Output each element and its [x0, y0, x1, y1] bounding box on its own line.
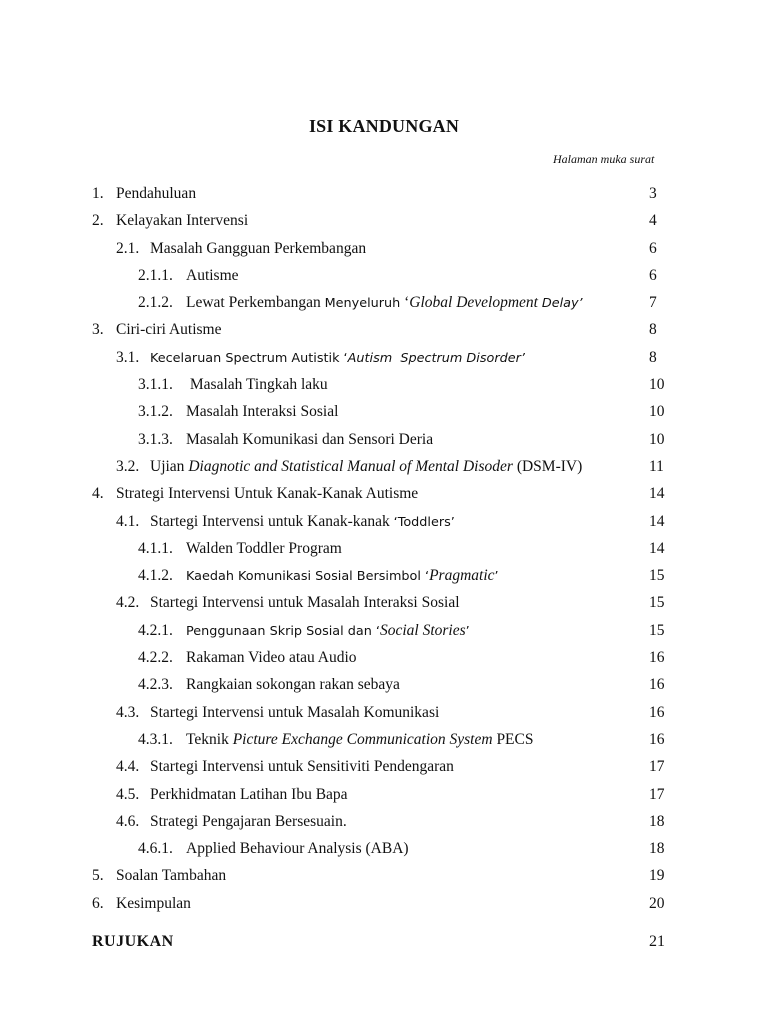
toc-entry-page: 14 [649, 539, 665, 557]
toc-entry-label [186, 426, 433, 453]
toc-entry[interactable] [92, 562, 680, 589]
toc-entry-label [150, 808, 347, 835]
toc-entry-number: 4.3.1. [138, 730, 173, 748]
toc-entry-page: 10 [649, 430, 665, 448]
toc-entry-label-part: Strategi Pengajaran Bersesuain. [150, 812, 347, 830]
toc-entry-number: 4.1.1. [138, 539, 173, 557]
toc-entry-label [150, 699, 439, 726]
toc-entry-label-part: Startegi Intervensi untuk Kanak-kanak [150, 512, 394, 530]
toc-entry-page: 14 [649, 485, 665, 503]
toc-entry-page: 16 [649, 649, 665, 667]
toc-entry-label-part: Kelayakan Intervensi [116, 212, 249, 230]
toc-entry-label-part: Menyeluruh [324, 296, 401, 312]
toc-entry-number: 4.2.2. [138, 649, 173, 667]
toc-entry[interactable] [92, 589, 680, 616]
toc-entry-label-part: PECS [492, 730, 534, 748]
toc-entry-label-part: Walden Toddler Program [186, 539, 342, 557]
toc-entry-number: 2.1.1. [138, 266, 173, 284]
toc-entry-page: 8 [649, 348, 657, 366]
toc-entry[interactable] [92, 808, 680, 835]
toc-entry-label [150, 589, 460, 616]
toc-entry-page: 18 [649, 812, 665, 830]
toc-entry-number: 4.1. [116, 512, 140, 530]
toc-entry-number: 3.1.3. [138, 430, 173, 448]
toc-entry-number: 3.1.2. [138, 403, 173, 421]
toc-entry-label-part: Soalan Tambahan [116, 867, 227, 885]
toc-entry-label [116, 207, 248, 234]
toc-entry[interactable] [92, 207, 680, 234]
toc-entry-page: 16 [649, 730, 665, 748]
toc-entry-number: 4.3. [116, 703, 140, 721]
toc-entry-number: 5. [92, 867, 104, 885]
toc-entry-number: 4.2.3. [138, 676, 173, 694]
toc-entry[interactable] [92, 644, 680, 671]
toc-entry[interactable] [92, 781, 680, 808]
toc-entry-label [186, 398, 338, 425]
toc-entry-page: 16 [649, 676, 665, 694]
toc-entry[interactable] [92, 316, 680, 343]
toc-entry[interactable] [92, 453, 680, 480]
toc-entry[interactable] [92, 426, 680, 453]
toc-entry-number: 3.2. [116, 457, 140, 475]
toc-entry[interactable] [92, 480, 680, 507]
toc-entry-page: 16 [649, 703, 665, 721]
toc-entry-label-part: Masalah Tingkah laku [186, 376, 328, 394]
toc-entry-label-part: ’ [494, 569, 499, 585]
toc-entry-label [116, 180, 196, 207]
toc-entry[interactable] [92, 617, 680, 644]
toc-entry-number: 4.1.2. [138, 567, 173, 585]
toc-entry-number: 4.2.1. [138, 621, 173, 639]
toc-entry-page: 10 [649, 376, 665, 394]
toc-entry-label-part: Ujian [150, 457, 189, 475]
toc-entry-label-part: Diagnotic and Statistical Manual of Mental Disoder [188, 457, 513, 475]
toc-entry-label-part: Rakaman Video atau Audio [186, 649, 357, 667]
toc-entry-page: 15 [649, 621, 665, 639]
page-title: ISI KANDUNGAN [308, 116, 460, 136]
toc-entry-label-part: Applied Behaviour Analysis (ABA) [186, 840, 409, 858]
toc-entry-label-part: Delay’ [541, 296, 583, 312]
table-of-contents [92, 180, 680, 917]
toc-entry-label-part: Masalah Gangguan Perkembangan [150, 239, 367, 257]
toc-entry[interactable] [92, 508, 680, 535]
toc-entry-label-part: Kecelaruan Spectrum Autistik ‘ [150, 350, 348, 366]
toc-entry-label-part: Pragmatic [429, 567, 495, 585]
toc-entry-label [186, 835, 409, 862]
toc-entry[interactable] [92, 371, 680, 398]
toc-entry-label-part: Strategi Intervensi Untuk Kanak-Kanak Autisme [116, 485, 419, 503]
toc-entry-label [116, 890, 191, 917]
toc-entry-label-part: Autisme [186, 266, 239, 284]
toc-entry-page: 21 [649, 933, 665, 950]
toc-entry[interactable] [92, 862, 680, 889]
toc-entry-rujukan[interactable] [92, 930, 680, 954]
toc-entry-label: RUJUKAN [92, 933, 174, 950]
toc-entry-number: 2.1. [116, 239, 140, 257]
toc-entry-label [150, 235, 366, 262]
toc-entry-label-part: Ciri-ciri Autisme [116, 321, 222, 339]
toc-entry-number: 4.6.1. [138, 840, 173, 858]
toc-entry-number: 3.1.1. [138, 376, 173, 394]
toc-entry-page: 15 [649, 567, 665, 585]
toc-entry[interactable] [92, 289, 680, 316]
toc-entry-label-part: (DSM-IV) [512, 457, 583, 475]
toc-entry-label [186, 262, 239, 289]
toc-entry-label-part: ‘ [400, 294, 410, 312]
toc-entry-label-part: Pendahuluan [116, 185, 197, 202]
toc-entry[interactable] [92, 235, 680, 262]
toc-entry[interactable] [92, 726, 680, 753]
toc-entry[interactable] [92, 671, 680, 698]
toc-entry-number: 4.4. [116, 758, 140, 776]
toc-entry[interactable] [92, 753, 680, 780]
toc-entry-number: 1. [92, 185, 104, 202]
toc-entry-label-part: Kaedah Komunikasi Sosial Bersimbol ‘ [186, 569, 430, 585]
toc-entry-page: 11 [649, 457, 664, 475]
toc-entry-page: 3 [649, 185, 657, 202]
toc-entry-page: 7 [649, 294, 657, 312]
toc-entry-page: 14 [649, 512, 665, 530]
toc-entry-label-part: Global Development [409, 294, 542, 312]
page-number-column-header: Halaman muka surat [553, 152, 655, 166]
toc-entry-label-part: Penggunaan Skrip Sosial dan ‘ [186, 623, 380, 639]
toc-entry-number: 6. [92, 894, 104, 912]
toc-entry-page: 17 [649, 758, 665, 776]
toc-entry-label-part: Masalah Interaksi Sosial [186, 403, 339, 421]
toc-entry[interactable] [92, 699, 680, 726]
toc-entry-label-part: Startegi Intervensi untuk Sensitiviti Pendengaran [150, 758, 454, 776]
toc-entry-label-part: Masalah Komunikasi dan Sensori Deria [186, 430, 434, 448]
toc-entry-page: 15 [649, 594, 665, 612]
toc-entry-label [150, 453, 582, 480]
toc-entry[interactable] [92, 398, 680, 425]
toc-entry-number: 3. [92, 321, 104, 339]
toc-entry-label-part: Autism Spectrum Disorder’ [347, 350, 525, 366]
toc-entry-page: 17 [649, 785, 665, 803]
toc-entry[interactable] [92, 344, 680, 371]
toc-entry-page: 8 [649, 321, 657, 339]
toc-entry-label [116, 862, 226, 889]
toc-entry-label [186, 617, 470, 645]
toc-entry[interactable] [92, 180, 680, 207]
toc-entry-number: 4.2. [116, 594, 140, 612]
toc-entry-label [186, 726, 534, 753]
toc-entry-number: 2. [92, 212, 104, 230]
toc-entry-page: 6 [649, 239, 657, 257]
toc-entry-label-part: Startegi Intervensi untuk Masalah Komunikasi [150, 703, 440, 721]
toc-entry-label [186, 289, 583, 317]
toc-entry-label [186, 371, 328, 398]
toc-entry-label-part: Lewat Perkembangan [186, 294, 325, 312]
toc-entry-label [150, 508, 455, 536]
toc-entry[interactable] [92, 890, 680, 917]
toc-entry-number: 2.1.2. [138, 294, 173, 312]
toc-entry-page: 19 [649, 867, 665, 885]
toc-entry-number: 4.5. [116, 785, 140, 803]
toc-entry-page: 4 [649, 212, 657, 230]
toc-entry-number: 4. [92, 485, 104, 503]
toc-entry[interactable] [92, 535, 680, 562]
toc-entry[interactable] [92, 835, 680, 862]
toc-entry-label [186, 644, 357, 671]
toc-entry-label-part: Social Stories [379, 621, 466, 639]
toc-entry-number: 3.1. [116, 348, 140, 366]
toc-entry-number: 4.6. [116, 812, 140, 830]
toc-entry-label-part: Startegi Intervensi untuk Masalah Interaksi Sosial [150, 594, 460, 612]
toc-entry-label-part: Rangkaian sokongan rakan sebaya [186, 676, 400, 694]
toc-entry-label-part: Teknik [186, 730, 233, 748]
toc-entry-page: 18 [649, 840, 665, 858]
toc-entry-page: 6 [649, 266, 657, 284]
toc-entry-label [116, 480, 418, 507]
toc-entry-label-part: ‘Toddlers’ [393, 514, 455, 530]
toc-entry-page: 20 [649, 894, 665, 912]
toc-entry-label-part: Picture Exchange Communication System [232, 730, 493, 748]
toc-entry-label-part: ’ [465, 623, 470, 639]
toc-entry-label [186, 671, 400, 698]
toc-entry-label [150, 781, 348, 808]
toc-entry-label [150, 344, 525, 372]
toc-entry[interactable] [92, 262, 680, 289]
toc-entry-label [186, 535, 342, 562]
toc-entry-label-part: Kesimpulan [116, 894, 191, 912]
toc-entry-page: 10 [649, 403, 665, 421]
toc-entry-label [116, 316, 221, 343]
toc-entry-label [186, 562, 499, 590]
toc-entry-label [150, 753, 454, 780]
toc-entry-label-part: Perkhidmatan Latihan Ibu Bapa [150, 785, 348, 803]
